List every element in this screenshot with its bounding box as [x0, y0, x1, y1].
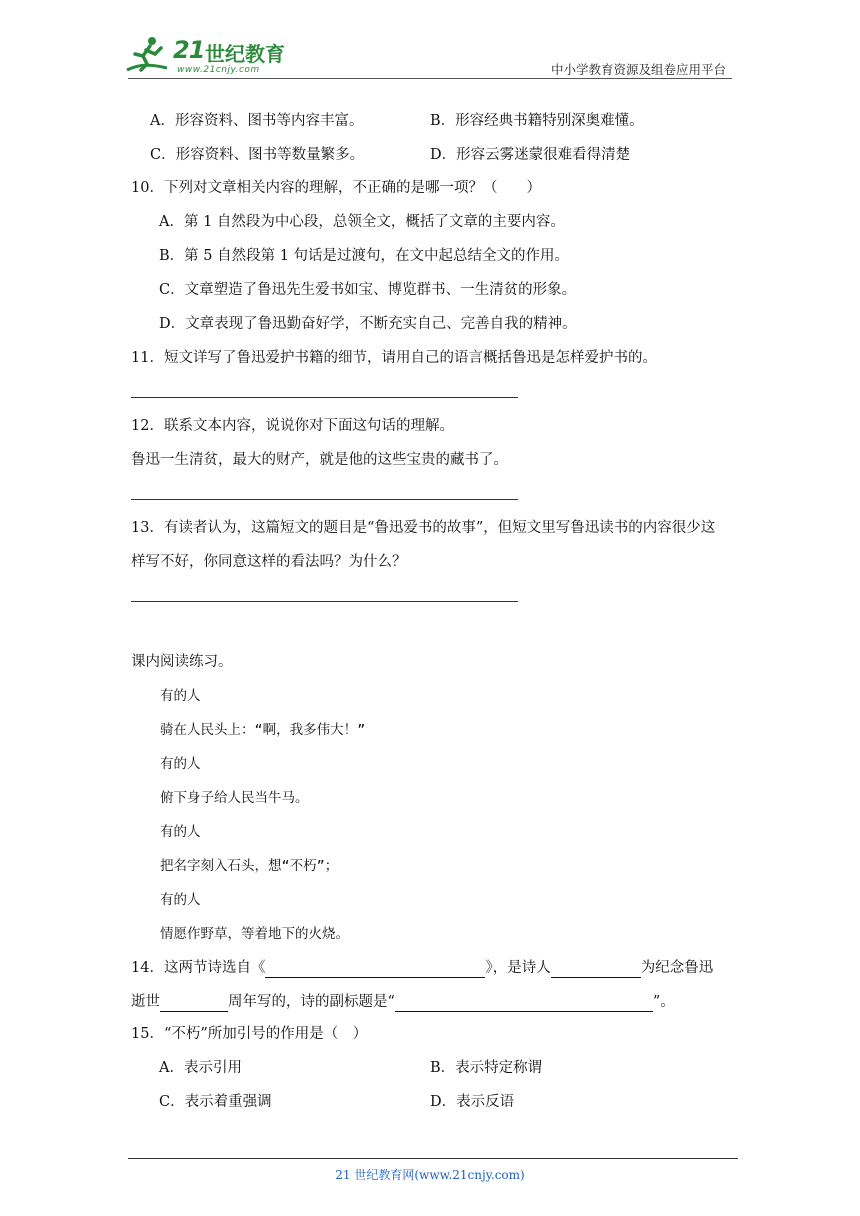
q14-text: ”。 [652, 994, 675, 1010]
q10-stem: 10．下列对文章相关内容的理解，不正确的是哪一项？（ ） [131, 180, 541, 196]
q10-option-d: D．文章表现了鲁迅勤奋好学，不断充实自己、完善自我的精神。 [159, 316, 577, 332]
q15-option-c: C．表示着重强调 [159, 1094, 272, 1110]
site-logo[interactable] [125, 34, 290, 78]
q14-text: 逝世 [131, 994, 160, 1010]
logo-number: 21 [173, 36, 205, 64]
runner-icon [125, 34, 169, 78]
q14-blank-subtitle[interactable] [395, 995, 653, 1012]
q12-quote: 鲁迅一生清贫，最大的财产，就是他的这些宝贵的藏书了。 [131, 452, 508, 468]
q13-line1: 13．有读者认为，这篇短文的题目是“鲁迅爱书的故事”，但短文里写鲁迅读书的内容很少这 [131, 520, 716, 536]
footer-divider [128, 1158, 738, 1159]
poem-line: 俯下身子给人民当牛马。 [160, 790, 309, 806]
header-divider [128, 78, 732, 79]
q13-answer-line[interactable] [131, 601, 518, 602]
q15-stem: 15．“不朽”所加引号的作用是（ ） [131, 1026, 368, 1042]
logo-url: www.21cnjy.com [177, 65, 260, 75]
logo-text: 世纪教育 [205, 42, 285, 66]
poem-line: 有的人 [160, 892, 201, 908]
q10-option-c: C．文章塑造了鲁迅先生爱书如宝、博览群书、一生清贫的形象。 [159, 282, 577, 298]
q14-blank-book-title[interactable] [265, 961, 485, 978]
q15-option-b: B．表示特定称谓 [430, 1060, 543, 1076]
q12-answer-line[interactable] [131, 499, 518, 500]
q11-stem: 11．短文详写了鲁迅爱护书籍的细节，请用自己的语言概括鲁迅是怎样爱护书的。 [131, 350, 657, 366]
q14-line2 [131, 992, 675, 1012]
q14-blank-years[interactable] [160, 995, 228, 1012]
footer-link[interactable]: 21 世纪教育网(www.21cnjy.com) [335, 1168, 525, 1182]
q9-option-d: D．形容云雾迷蒙很难看得清楚 [430, 147, 631, 163]
q14-text: 14．这两节诗选自《 [131, 960, 266, 976]
q11-answer-line[interactable] [131, 397, 518, 398]
poem-line: 有的人 [160, 824, 201, 840]
q10-option-b: B．第 5 自然段第 1 句话是过渡句，在文中起总结全文的作用。 [159, 248, 570, 264]
section-title: 课内阅读练习。 [131, 654, 233, 670]
q14-line1 [131, 958, 713, 978]
poem-line: 把名字刻入石头，想“不朽”； [160, 858, 339, 874]
q12-stem: 12．联系文本内容，说说你对下面这句话的理解。 [131, 418, 454, 434]
poem-line: 有的人 [160, 688, 201, 704]
q9-option-c: C．形容资料、图书等数量繁多。 [150, 147, 365, 163]
poem-line: 骑在人民头上：“啊，我多伟大！” [160, 722, 366, 738]
q15-option-a: A．表示引用 [159, 1060, 242, 1076]
q13-line2: 样写不好，你同意这样的看法吗？为什么？ [131, 554, 407, 570]
q14-text: 为纪念鲁迅 [640, 960, 714, 976]
platform-tagline: 中小学教育资源及组卷应用平台 [550, 62, 726, 77]
q9-option-a: A．形容资料、图书等内容丰富。 [150, 113, 364, 129]
q15-option-d: D．表示反语 [430, 1094, 515, 1110]
q14-text: 周年写的，诗的副标题是“ [228, 994, 395, 1010]
poem-line: 有的人 [160, 756, 201, 772]
q14-blank-poet[interactable] [551, 961, 641, 978]
q10-option-a: A．第 1 自然段为中心段，总领全文，概括了文章的主要内容。 [159, 214, 565, 230]
poem-line: 情愿作野草，等着地下的火烧。 [160, 926, 349, 942]
q14-text: 》，是诗人 [485, 960, 551, 976]
q9-option-b: B．形容经典书籍特别深奥难懂。 [430, 113, 644, 129]
